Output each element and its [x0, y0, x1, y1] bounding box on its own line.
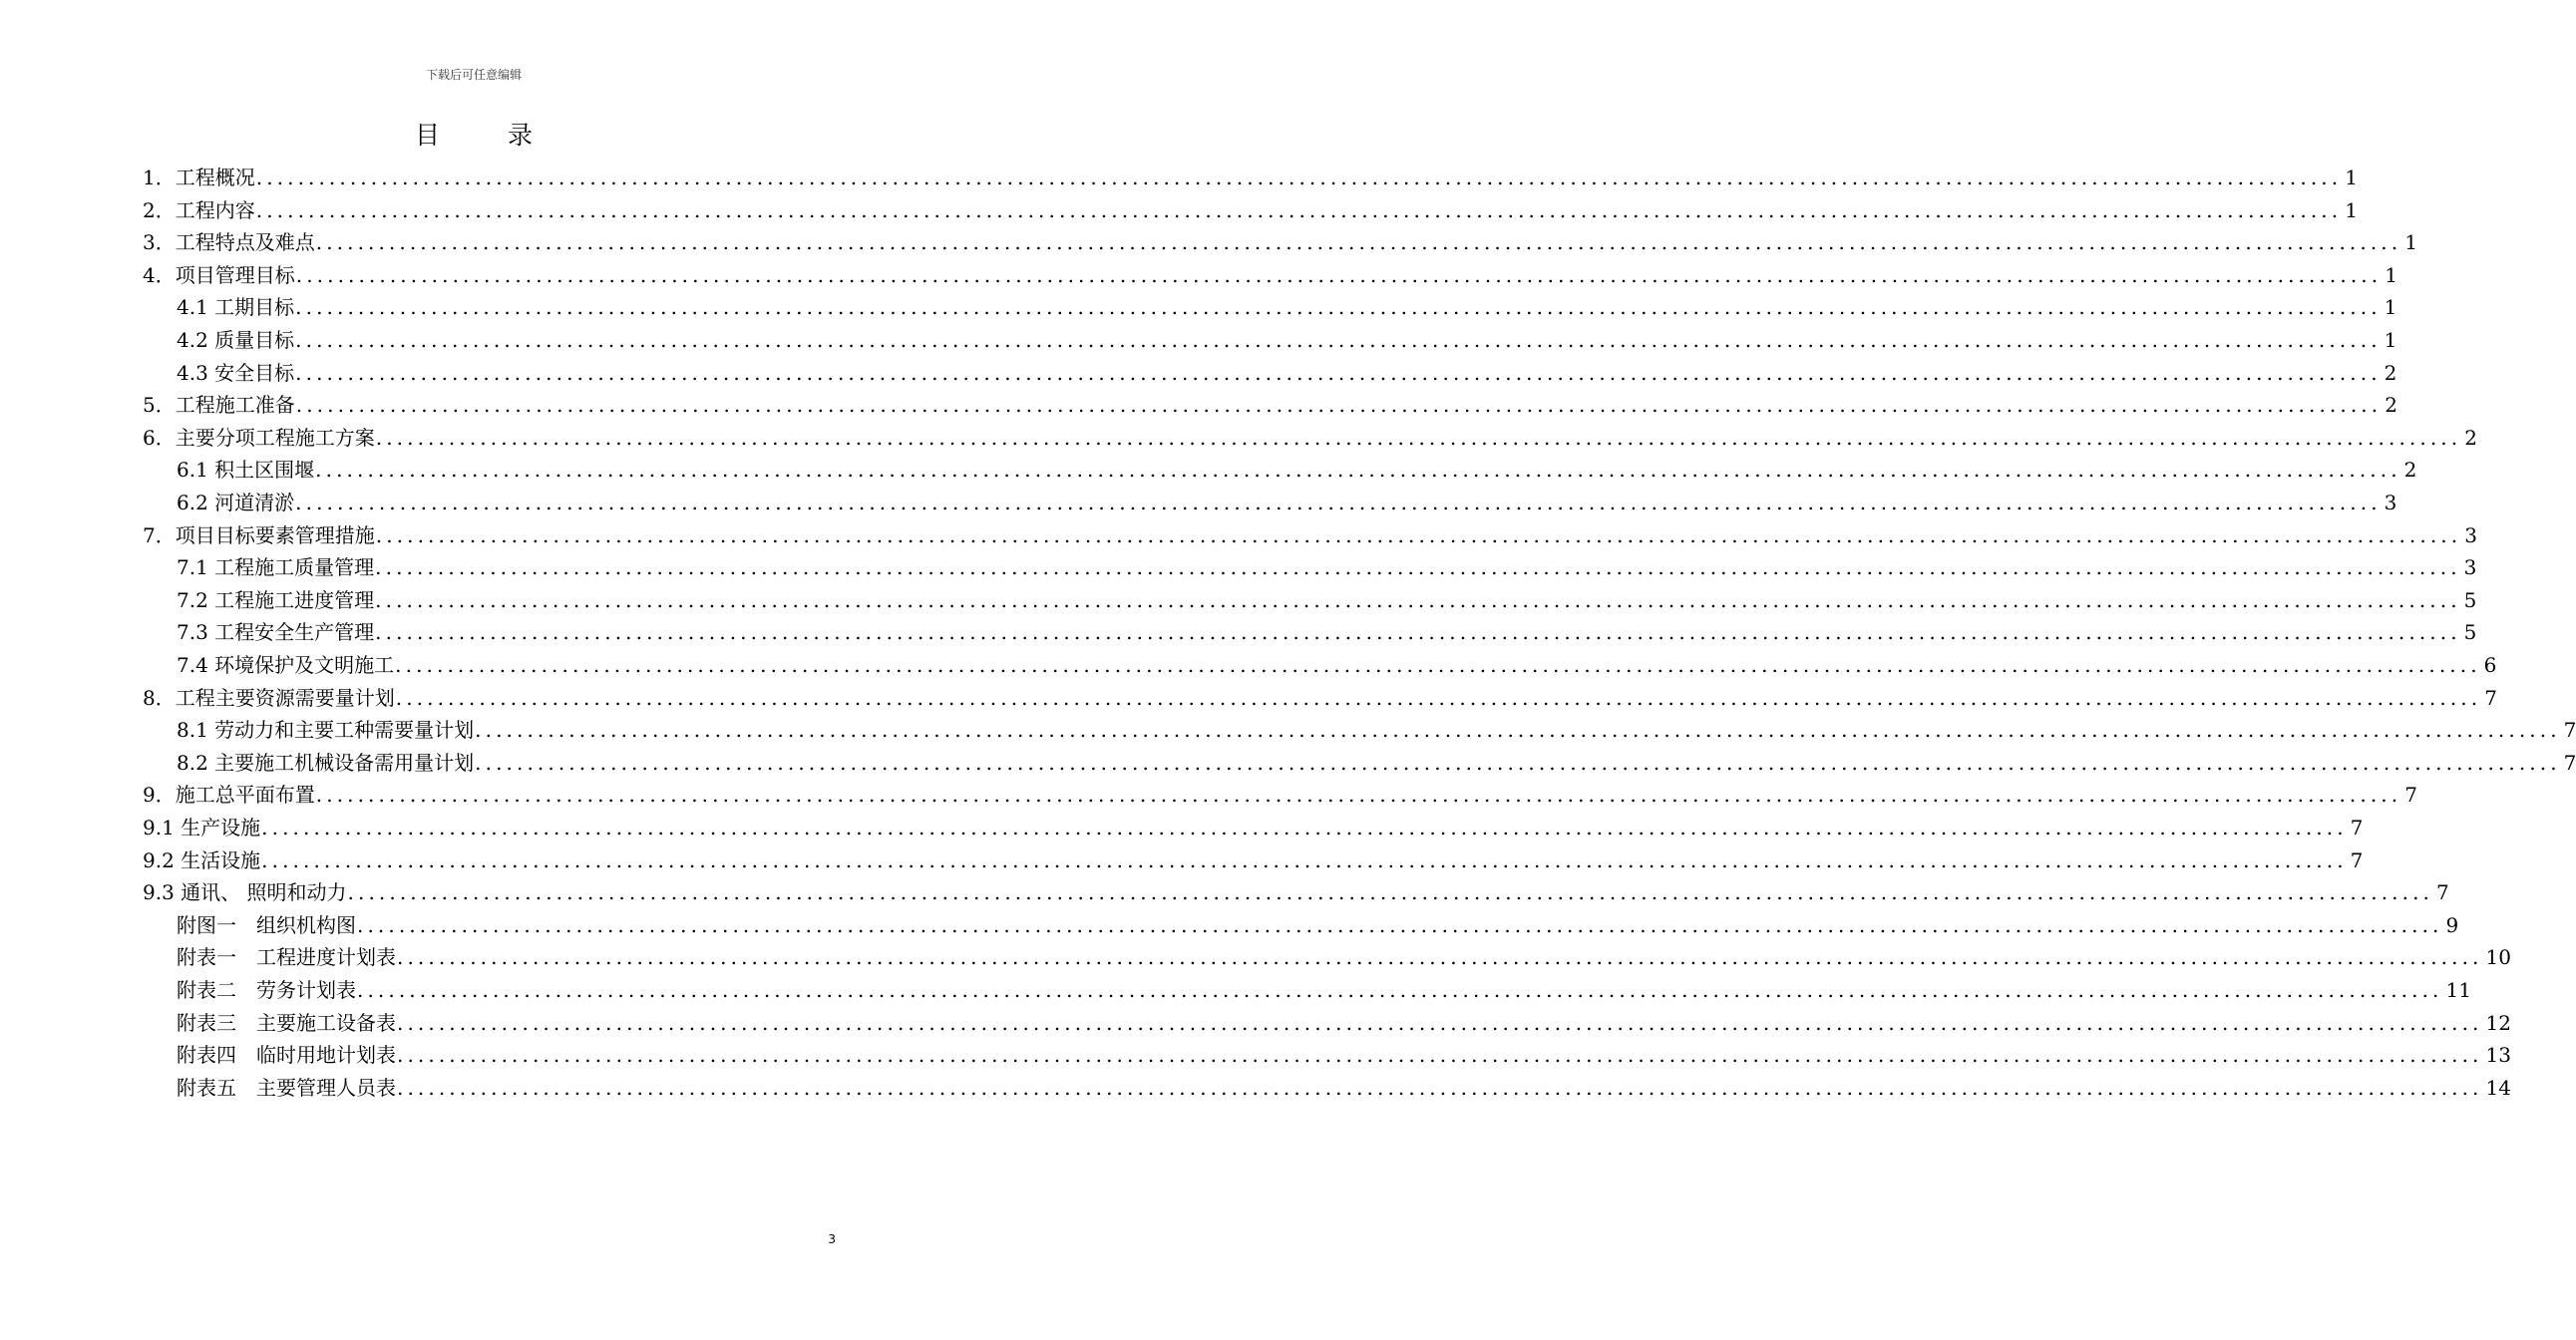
toc-entry-page: 3 [2464, 523, 2477, 547]
toc-entry[interactable] [143, 844, 2364, 876]
toc-entry-label: 7.1 工程施工质量管理 [177, 555, 375, 579]
toc-entry-label: 7．项目目标要素管理措施 [143, 523, 375, 547]
toc-entry[interactable] [143, 812, 2364, 843]
toc-dot-leader: ........................................................................................................................................................................................................ [475, 751, 2561, 775]
toc-entry[interactable] [177, 747, 2576, 779]
toc-entry-label: 4.1 工期目标 [177, 295, 295, 319]
toc-entry[interactable] [177, 974, 2471, 1006]
toc-dot-leader: ........................................................................................................................................................................................................ [347, 880, 2434, 904]
toc-entry[interactable] [177, 487, 2397, 518]
toc-entry-label: 附表一 工程进度计划表 [177, 945, 396, 969]
toc-entry-label: 6．主要分项工程施工方案 [143, 426, 375, 450]
toc-entry[interactable] [143, 389, 2397, 421]
toc-entry[interactable] [143, 226, 2417, 258]
toc-entry-page: 7 [2436, 880, 2449, 904]
toc-entry-page: 1 [2404, 230, 2417, 254]
toc-entry-page: 3 [2384, 491, 2397, 514]
toc-entry-label: 附表四 临时用地计划表 [177, 1043, 396, 1067]
toc-dot-leader: ........................................................................................................................................................................................................ [255, 166, 2343, 189]
toc-entry-page: 7 [2484, 686, 2497, 710]
toc-entry[interactable] [177, 551, 2477, 583]
toc-entry-page: 1 [2384, 328, 2397, 352]
toc-entry[interactable] [177, 714, 2576, 746]
toc-dot-leader: ........................................................................................................................................................................................................ [375, 523, 2462, 547]
toc-dot-leader: ........................................................................................................................................................................................................ [295, 393, 2383, 417]
toc-dot-leader: ........................................................................................................................................................................................................ [357, 913, 2443, 937]
toc-dot-leader: ........................................................................................................................................................................................................ [395, 686, 2482, 710]
toc-entry[interactable] [143, 162, 2358, 193]
toc-dot-leader: ........................................................................................................................................................................................................ [397, 1011, 2483, 1035]
toc-dot-leader: ........................................................................................................................................................................................................ [255, 198, 2343, 222]
toc-dot-leader: ........................................................................................................................................................................................................ [295, 361, 2382, 385]
toc-entry-label: 附表五 主要管理人员表 [177, 1076, 396, 1100]
toc-entry-page: 7 [2563, 751, 2576, 775]
toc-entry[interactable] [177, 291, 2397, 323]
toc-entry[interactable] [143, 682, 2497, 714]
toc-entry[interactable] [143, 779, 2417, 811]
toc-entry[interactable] [177, 649, 2497, 681]
toc-dot-leader: ........................................................................................................................................................................................................ [397, 1043, 2483, 1067]
toc-dot-leader: ........................................................................................................................................................................................................ [375, 620, 2461, 644]
toc-entry[interactable] [177, 909, 2459, 941]
toc-entry[interactable] [177, 324, 2397, 356]
toc-entry-page: 7 [2404, 783, 2417, 807]
toc-entry-page: 12 [2485, 1011, 2511, 1035]
toc-dot-leader: ........................................................................................................................................................................................................ [357, 978, 2443, 1002]
toc-entry[interactable] [177, 454, 2417, 486]
toc-dot-leader: ........................................................................................................................................................................................................ [315, 230, 2402, 254]
toc-dot-leader: ........................................................................................................................................................................................................ [295, 263, 2383, 287]
toc-entry-label: 附表二 劳务计划表 [177, 978, 356, 1002]
toc-entry-page: 13 [2485, 1043, 2511, 1067]
toc-entry-label: 7.3 工程安全生产管理 [177, 620, 375, 644]
toc-entry-page: 2 [2384, 361, 2397, 385]
toc-entry-label: 7.4 环境保护及文明施工 [177, 653, 395, 677]
toc-entry-page: 5 [2463, 620, 2477, 644]
toc-entry-label: 4.2 质量目标 [177, 328, 295, 352]
toc-dot-leader: ........................................................................................................................................................................................................ [315, 783, 2402, 807]
toc-entry-page: 2 [2385, 393, 2397, 417]
toc-dot-leader: ........................................................................................................................................................................................................ [475, 718, 2561, 742]
toc-entry-page: 11 [2445, 978, 2471, 1002]
toc-entry[interactable] [177, 1072, 2511, 1104]
toc-entry-label: 8.2 主要施工机械设备需用量计划 [177, 751, 475, 775]
toc-title [0, 116, 947, 152]
toc-entry-label: 3．工程特点及难点 [143, 230, 315, 254]
toc-entry-page: 1 [2385, 263, 2397, 287]
toc-entry[interactable] [143, 422, 2477, 454]
toc-entry[interactable] [177, 1007, 2511, 1039]
toc-entry-page: 9 [2445, 913, 2459, 937]
toc-entry-page: 10 [2485, 945, 2511, 969]
toc-entry[interactable] [143, 259, 2397, 291]
toc-entry-page: 7 [2350, 816, 2364, 839]
page-header: 下载后可任意编辑 [425, 68, 522, 82]
toc-dot-leader: ........................................................................................................................................................................................................ [375, 426, 2462, 450]
toc-title-left: 目 [414, 121, 440, 150]
toc-entry-page: 7 [2350, 848, 2364, 872]
toc-entry[interactable] [177, 584, 2477, 616]
toc-entry[interactable] [143, 876, 2449, 908]
toc-entry-label: 6.2 河道清淤 [177, 491, 295, 514]
toc-entry-page: 1 [2345, 198, 2358, 222]
toc-entry-label: 9.2 生活设施 [143, 848, 261, 872]
toc-entry-page: 1 [2384, 295, 2397, 319]
toc-entry-page: 1 [2345, 166, 2358, 189]
toc-dot-leader: ........................................................................................................................................................................................................ [295, 491, 2382, 514]
toc-entry-label: 9．施工总平面布置 [143, 783, 315, 807]
toc-entry-label: 1．工程概况 [143, 166, 255, 189]
toc-entry-label: 附图一 组织机构图 [177, 913, 356, 937]
toc-dot-leader: ........................................................................................................................................................................................................ [295, 328, 2382, 352]
toc-dot-leader: ........................................................................................................................................................................................................ [315, 458, 2401, 482]
toc-entry-label: 8．工程主要资源需要量计划 [143, 686, 395, 710]
toc-entry[interactable] [177, 941, 2511, 973]
toc-title-right: 录 [508, 121, 534, 150]
toc-entry[interactable] [143, 519, 2477, 551]
toc-entry[interactable] [177, 616, 2477, 648]
toc-dot-leader: ........................................................................................................................................................................................................ [375, 555, 2461, 579]
toc-dot-leader: ........................................................................................................................................................................................................ [397, 945, 2483, 969]
toc-entry-label: 5．工程施工准备 [143, 393, 295, 417]
toc-dot-leader: ........................................................................................................................................................................................................ [295, 295, 2382, 319]
toc-entry-page: 7 [2563, 718, 2576, 742]
toc-entry-label: 6.1 积土区围堰 [177, 458, 315, 482]
toc-dot-leader: ........................................................................................................................................................................................................ [375, 588, 2461, 612]
toc-dot-leader: ........................................................................................................................................................................................................ [397, 1076, 2483, 1100]
toc-dot-leader: ........................................................................................................................................................................................................ [261, 848, 2348, 872]
toc-dot-leader: ........................................................................................................................................................................................................ [395, 653, 2481, 677]
toc-entry-label: 4.3 安全目标 [177, 361, 295, 385]
toc-entry-label: 附表三 主要施工设备表 [177, 1011, 396, 1035]
toc-entry-page: 14 [2485, 1076, 2511, 1100]
toc-entry-label: 9.1 生产设施 [143, 816, 261, 839]
toc-entry-page: 5 [2463, 588, 2477, 612]
toc-entry-page: 2 [2464, 426, 2477, 450]
toc-entry-label: 9.3 通讯、 照明和动力 [143, 880, 347, 904]
toc-entry-label: 8.1 劳动力和主要工种需要量计划 [177, 718, 475, 742]
toc-entry[interactable] [143, 194, 2358, 226]
toc-entry[interactable] [177, 357, 2397, 389]
page-number: 3 [828, 1232, 836, 1246]
toc-dot-leader: ........................................................................................................................................................................................................ [261, 816, 2348, 839]
toc-entry-page: 6 [2483, 653, 2497, 677]
toc-entry-page: 2 [2403, 458, 2417, 482]
toc-entry-label: 4．项目管理目标 [143, 263, 295, 287]
toc-entry-page: 3 [2463, 555, 2477, 579]
toc-entry[interactable] [177, 1039, 2511, 1071]
toc-entry-label: 7.2 工程施工进度管理 [177, 588, 375, 612]
toc-entry-label: 2．工程内容 [143, 198, 255, 222]
